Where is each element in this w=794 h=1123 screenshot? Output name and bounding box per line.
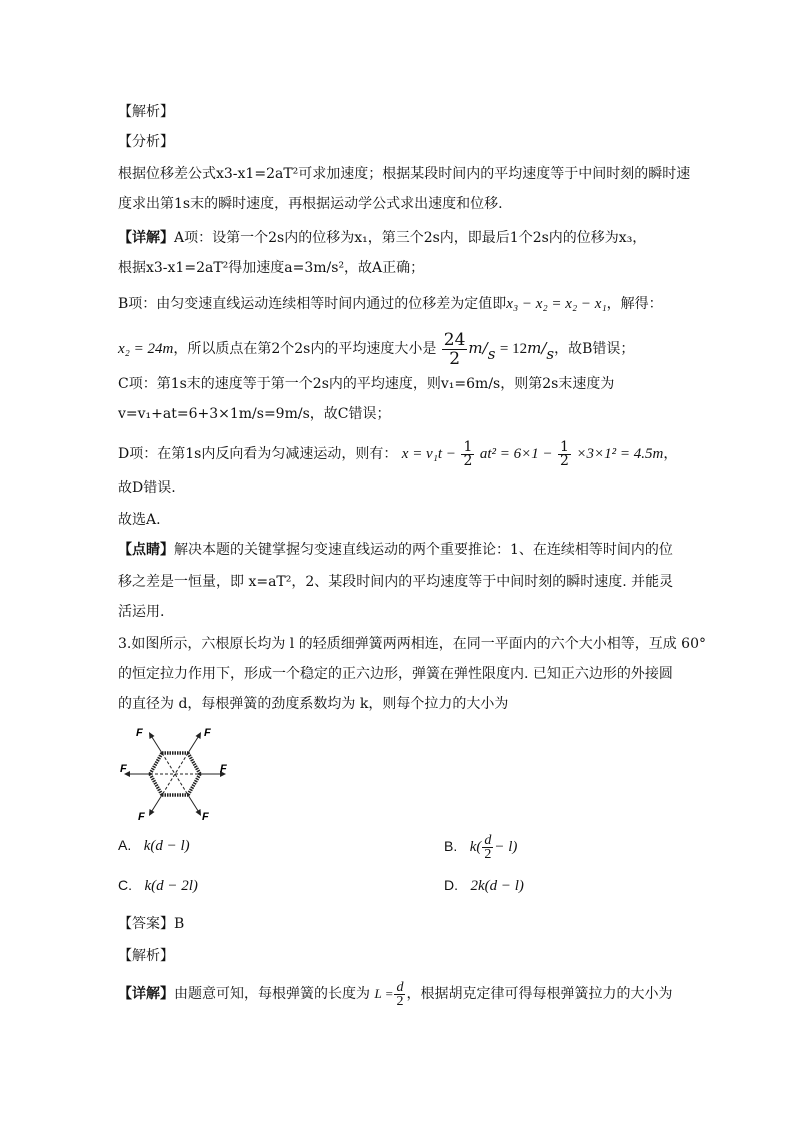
option-c-letter: C. — [118, 877, 132, 893]
answer-line: 【答案】B — [118, 916, 185, 932]
detail-d1-formula-b: at² = 6×1 − — [479, 446, 553, 462]
option-d — [444, 874, 524, 897]
detail-line-b2 — [118, 328, 634, 368]
spring-upper-right — [188, 753, 200, 774]
detail-line-d2: 故D错误. — [118, 480, 176, 496]
half-fraction-2: $\frac{1}{2}$ — [560, 438, 569, 469]
detail-line-a1 — [118, 228, 646, 248]
tip-text-1: 解决本题的关键掌握匀变速直线运动的两个重要推论：1、在连续相等时间内的位 — [174, 542, 673, 558]
detail-b2-text-b: ，故B错误； — [554, 341, 635, 357]
option-a-letter: A. — [118, 837, 132, 853]
detail-label: 【详解】 — [118, 230, 174, 246]
analysis-formula: x3-x1=2aT² — [216, 166, 299, 182]
tip-line-3: 活运用. — [118, 604, 165, 620]
final-formula: L = — [374, 986, 394, 1001]
arrowhead-upper-left — [149, 732, 155, 739]
detail-a2-text-a: 根据 — [118, 260, 146, 276]
question-line-2: 的恒定拉力作用下，形成一个稳定的正六边形，弹簧在弹性限度内. 已知正六边形的外接圆 — [118, 666, 673, 682]
option-b-letter: B. — [444, 838, 458, 854]
spring-hexagon-figure — [116, 722, 230, 822]
section-heading-analysis: 【解析】 — [118, 104, 174, 120]
detail-b2-formula: x₂ = 24m — [118, 341, 174, 357]
final-detail-label: 【详解】 — [118, 986, 174, 1002]
option-b-pre: k( — [469, 839, 482, 855]
force-label-lower-right: F — [202, 811, 209, 822]
final-detail-line — [118, 976, 672, 1012]
tip-line-1 — [118, 540, 673, 560]
detail-line-c1: C项：第1s末的速度等于第一个2s内的平均速度，则v₁=6m/s，则第2s末速度为 — [118, 376, 615, 392]
analysis-text-b: 可求加速度；根据某段时间内的平均速度等于中间时刻的瞬时速 — [298, 166, 691, 182]
final-detail-text-b: ，根据胡克定律可得每根弹簧拉力的大小为 — [406, 986, 673, 1002]
detail-d1-text-a: D项：在第1s内反向看为匀减速运动，则有： — [118, 446, 398, 462]
force-label-right: F — [220, 763, 227, 775]
detail-b2-eq: = 12 — [499, 341, 528, 357]
section-heading-analysis-2: 【解析】 — [118, 948, 174, 964]
section-heading-fenxi: 【分析】 — [118, 134, 174, 150]
option-c — [118, 874, 198, 897]
tip-line-2: 移之差是一恒量，即 x=aT²，2、某段时间内的平均速度等于中间时刻的瞬时速度. 并能灵 — [118, 574, 674, 590]
final-detail-text-a: 由题意可知，每根弹簧的长度为 — [174, 986, 370, 1002]
detail-b2-text-a: ，所以质点在第2个2s内的平均速度大小是 — [173, 341, 437, 357]
detail-d1-text-b: ， — [663, 446, 678, 462]
option-c-expr: k(d − 2l) — [144, 878, 198, 894]
force-label-upper-right: F — [204, 727, 211, 739]
detail-line-c2: v=v₁+at=6+3×1m/s=9m/s，故C错误； — [118, 406, 391, 422]
force-label-left: F — [120, 763, 127, 775]
choice-summary: 故选A. — [118, 512, 161, 528]
detail-line-a2 — [118, 258, 424, 278]
detail-b1-text-a: B项：由匀变速直线运动连续相等时间内通过的位移差为定值即 — [118, 296, 507, 312]
arrowhead-lower-right — [196, 809, 202, 816]
option-d-expr: 2k(d − l) — [470, 878, 524, 894]
detail-b1-formula: x₃ − x₂ = x₂ − x₁ — [506, 296, 607, 312]
detail-b1-text-b: ，解得： — [606, 296, 663, 312]
question-line-3: 的直径为 d，每根弹簧的劲度系数均为 k，则每个拉力的大小为 — [118, 696, 509, 712]
option-a — [118, 834, 190, 857]
tip-label: 【点睛】 — [118, 542, 174, 558]
arrowhead-lower-left — [149, 809, 155, 816]
half-fraction-1: $\frac{1}{2}$ — [463, 438, 473, 469]
detail-d1-formula-a: x = v₁t − — [401, 446, 456, 462]
detail-line-b1 — [118, 294, 663, 314]
detail-a1-text: A项：设第一个2s内的位移为x₁，第三个2s内，即最后1个2s内的位移为x₃， — [174, 230, 647, 246]
spring-lower-left — [150, 774, 162, 795]
unit-m-per-s-1: m/s — [468, 339, 496, 363]
option-b-fraction: $\frac{d}{2}$ — [484, 832, 492, 862]
question-line-1: 3.如图所示，六根原长均为 l 的轻质细弹簧两两相连，在同一平面内的六个大小相等，互成 60° — [118, 636, 706, 652]
detail-d1-formula-c: ×3×1² = 4.5m — [576, 446, 664, 462]
force-label-upper-left: F — [136, 727, 143, 739]
analysis-line-2: 度求出第1s末的瞬时速度，再根据运动学公式求出速度和位移. — [118, 196, 503, 212]
unit-m-per-s-2: m/s — [527, 339, 555, 363]
option-b-post: − l) — [494, 839, 518, 855]
detail-a2-formula: x3-x1=2aT² — [146, 260, 229, 276]
option-b — [444, 830, 517, 862]
final-fraction: $\frac{d}{2}$ — [396, 979, 404, 1009]
analysis-text-a: 根据位移差公式 — [118, 166, 216, 182]
analysis-line-1 — [118, 164, 690, 184]
avg-velocity-fraction: $\frac{24}{2}$ — [443, 329, 466, 369]
option-a-expr: k(d − l) — [143, 838, 190, 854]
spring-upper-left — [150, 753, 162, 774]
option-d-letter: D. — [444, 877, 458, 893]
detail-line-d1 — [118, 436, 677, 472]
force-label-lower-left: F — [138, 811, 145, 822]
arrowhead-upper-right — [196, 732, 202, 739]
spring-lower-right — [188, 774, 200, 795]
detail-a2-text-b: 得加速度a=3m/s²，故A正确； — [228, 260, 425, 276]
